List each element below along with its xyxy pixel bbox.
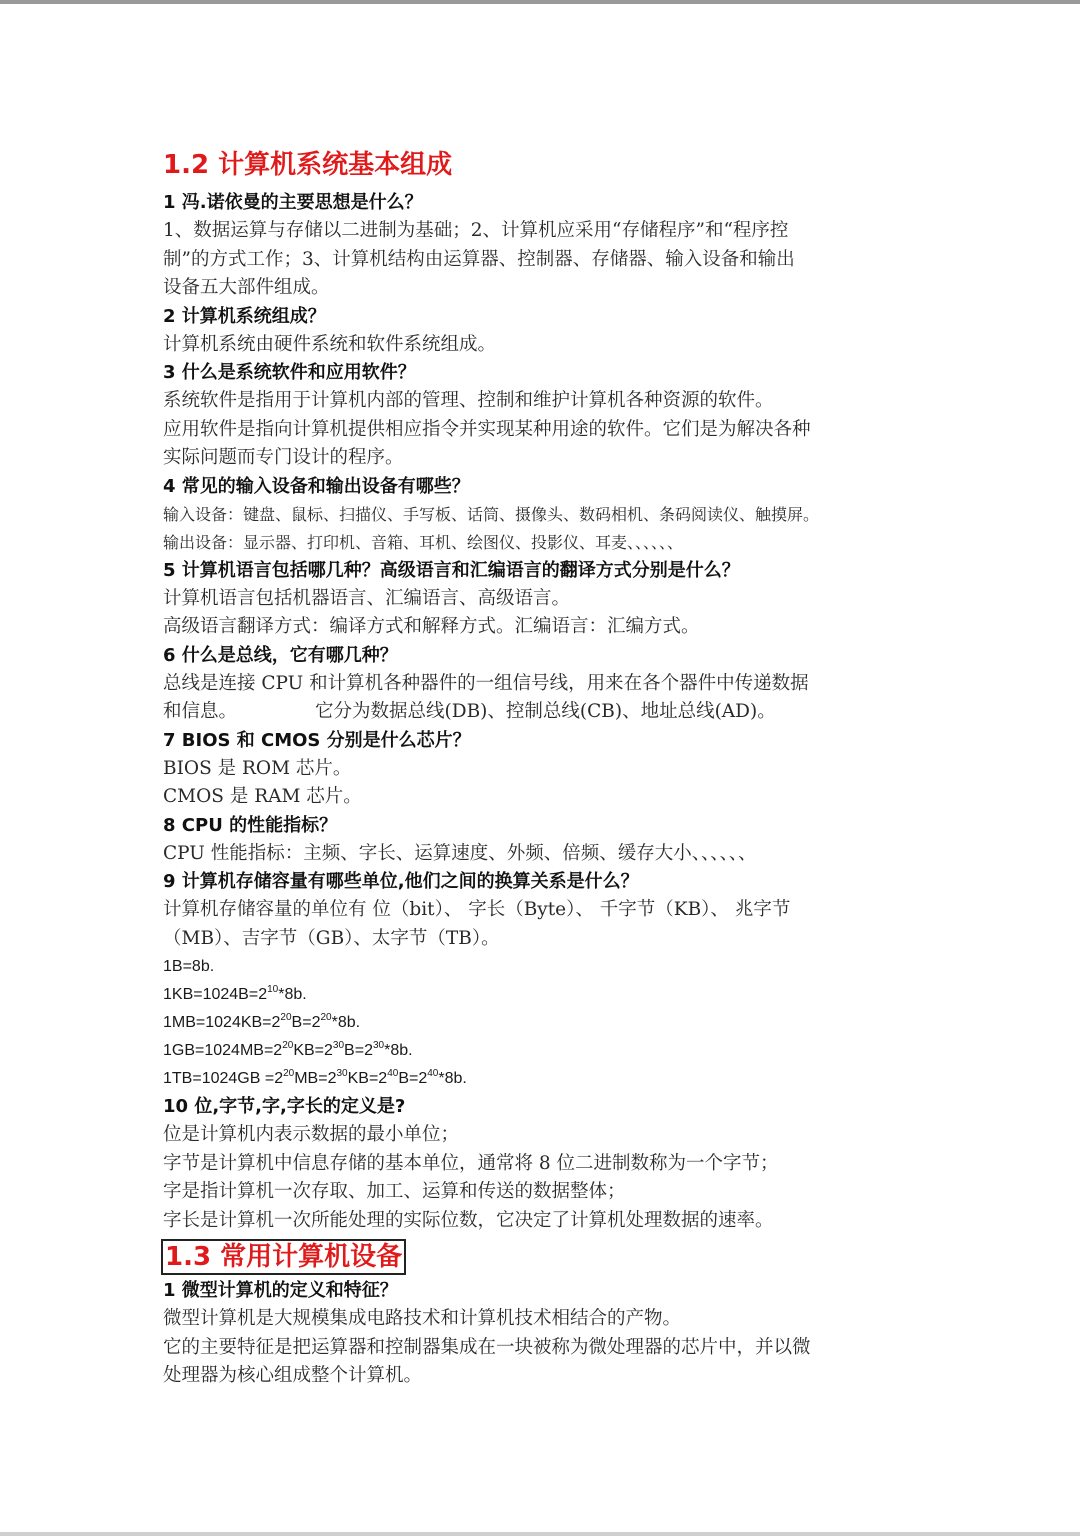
answer-6-line-1: 总线是连接 CPU 和计算机各种器件的一组信号线，用来在各个器件中传递数据 [163, 672, 809, 694]
formula-tb: $1TB=1024GB =2^{20}MB=2^{30}KB=2^{40}B=2^{40}*8b$. [163, 1067, 467, 1087]
answer-3-line-2: 应用软件是指向计算机提供相应指令并实现某种用途的软件。它们是为解决各种 [163, 418, 811, 440]
answer-9-line-2: （MB）、吉字节（GB）、太字节（TB）。 [163, 927, 500, 949]
formula-gb: $1GB=1024MB=2^{20}KB=2^{30}B=2^{30}*8b$. [163, 1039, 413, 1059]
section-1-3-answer-1-line-2: 它的主要特征是把运算器和控制器集成在一块被称为微处理器的芯片中，并以微 [163, 1336, 811, 1358]
answer-10-line-4: 字长是计算机一次所能处理的实际位数，它决定了计算机处理数据的速率。 [163, 1209, 774, 1231]
document-page [163, 145, 923, 1391]
section-1-3-question-1: 1 微型计算机的定义和特征？ [163, 1280, 398, 1301]
answer-2: 计算机系统由硬件系统和软件系统组成。 [163, 333, 497, 355]
answer-3-line-1: 系统软件是指用于计算机内部的管理、控制和维护计算机各种资源的软件。 [163, 390, 774, 411]
answer-7-line-1: BIOS 是 ROM 芯片。 [163, 757, 352, 779]
answer-7-line-2: CMOS 是 RAM 芯片。 [163, 786, 362, 807]
top-border [0, 0, 1080, 4]
formula-kb: $1KB=1024B=2^{10}*8b$. [163, 983, 307, 1003]
question-10: 10 位,字节,字,字长的定义是? [163, 1096, 406, 1117]
answer-4-output-devices: 输出设备：显示器、打印机、音箱、耳机、绘图仪、投影仪、耳麦、、、、、、 [163, 532, 684, 552]
answer-5-line-2: 高级语言翻译方式：编译方式和解释方式。汇编语言：汇编方式。 [163, 616, 700, 637]
answer-1-line-1: 1、数据运算与存储以二进制为基础；2、计算机应采用“存储程序”和“程序控 [163, 220, 789, 241]
answer-4-input-devices: 输入设备：键盘、鼠标、扫描仪、手写板、话筒、摄像头、数码相机、条码阅读仪、触摸屏。 [163, 504, 820, 524]
answer-10-line-1: 位是计算机内表示数据的最小单位； [163, 1124, 460, 1145]
section-title-1-3: 1.3 常用计算机设备 [161, 1239, 406, 1275]
question-4: 4 常见的输入设备和输出设备有哪些？ [163, 475, 470, 497]
question-2: 2 计算机系统组成？ [163, 305, 326, 327]
formula-mb: $1MB=1024KB=2^{20}B=2^{20}*8b$. [163, 1011, 361, 1031]
answer-6-line-2 [163, 698, 923, 727]
question-6: 6 什么是总线，它有哪几种？ [163, 644, 398, 666]
section-title-1-2: 1.2 计算机系统基本组成 [163, 150, 453, 180]
section-1-3-answer-1-line-3: 处理器为核心组成整个计算机。 [163, 1365, 423, 1386]
answer-3-line-3: 实际问题而专门设计的程序。 [163, 447, 404, 468]
answer-5-line-1: 计算机语言包括机器语言、汇编语言、高级语言。 [163, 587, 571, 609]
answer-6-line-2-right: 它分为数据总线(DB)、控制总线(CB)、地址总线(AD)。 [315, 701, 776, 722]
answer-1-line-3: 设备五大部件组成。 [163, 277, 330, 298]
bottom-border [0, 1532, 1080, 1536]
answer-1-line-2: 制”的方式工作；3、计算机结构由运算器、控制器、存储器、输入设备和输出 [163, 248, 795, 270]
answer-8: CPU 性能指标：主频、字长、运算速度、外频、倍频、缓存大小、、、、、、 [163, 842, 757, 864]
question-9: 9 计算机存储容量有哪些单位,他们之间的换算关系是什么？ [163, 871, 639, 892]
answer-6-line-2-left: 和信息。 [163, 701, 238, 722]
formula-byte: 1B=8b. [163, 958, 215, 975]
question-1: 1 冯.诺依曼的主要思想是什么？ [163, 192, 423, 213]
question-3: 3 什么是系统软件和应用软件？ [163, 362, 416, 383]
question-7: 7 BIOS 和 CMOS 分别是什么芯片？ [163, 729, 471, 751]
question-5: 5 计算机语言包括哪几种？高级语言和汇编语言的翻译方式分别是什么？ [163, 559, 740, 581]
question-8: 8 CPU 的性能指标？ [163, 814, 338, 836]
section-1-3-answer-1-line-1: 微型计算机是大规模集成电路技术和计算机技术相结合的产物。 [163, 1308, 682, 1329]
answer-9-line-1: 计算机存储容量的单位有 位（bit）、 字长（Byte）、 千字节（KB）、 兆字节 [163, 899, 791, 920]
answer-10-line-2: 字节是计算机中信息存储的基本单位，通常将 8 位二进制数称为一个字节； [163, 1152, 779, 1174]
answer-10-line-3: 字是指计算机一次存取、加工、运算和传送的数据整体； [163, 1181, 626, 1202]
